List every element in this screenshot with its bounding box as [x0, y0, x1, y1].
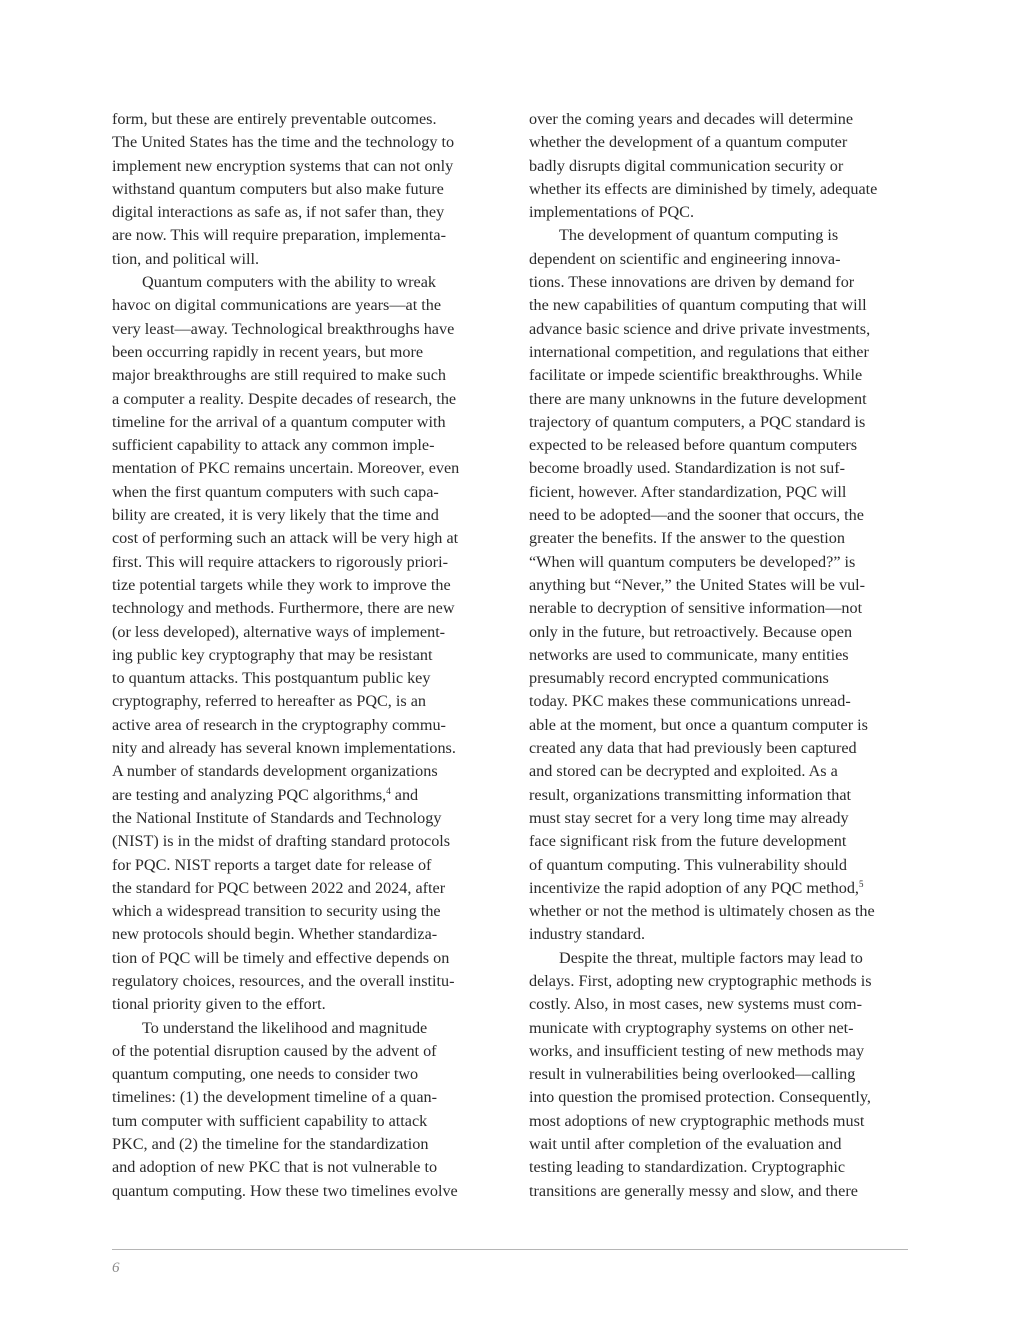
- line-text: industry standard.: [529, 925, 645, 944]
- text-line: [112, 341, 492, 364]
- text-line: [529, 504, 911, 527]
- left-column: [112, 108, 492, 1203]
- line-text: created any data that had previously been captured: [529, 739, 857, 758]
- text-line: [529, 993, 911, 1016]
- text-line: [529, 551, 911, 574]
- text-line: [112, 1017, 492, 1040]
- line-text: cryptography, referred to hereafter as PQC, is an: [112, 692, 427, 711]
- line-text: Despite the threat, multiple factors may lead to: [559, 948, 863, 967]
- line-text: tum computer with sufficient capability to attack: [112, 1111, 428, 1130]
- line-text: become broadly used. Standardization is not suf-: [529, 459, 846, 478]
- text-line: [529, 597, 911, 620]
- text-line: [112, 155, 492, 178]
- line-text: the standard for PQC between 2022 and 2024, after: [112, 878, 446, 897]
- page-number: 6: [112, 1260, 120, 1276]
- line-text: mentation of PKC remains uncertain. Moreover, even: [112, 459, 460, 478]
- text-line: [529, 1156, 911, 1179]
- line-text: havoc on digital communications are years—at the: [112, 296, 442, 315]
- line-text: which a widespread transition to security using the: [112, 902, 441, 921]
- text-line: [529, 434, 911, 457]
- text-line: [112, 224, 492, 247]
- text-line: [529, 527, 911, 550]
- text-line: [529, 411, 911, 434]
- text-line: [112, 690, 492, 713]
- line-text: A number of standards development organizations: [112, 762, 438, 781]
- line-text: timeline for the arrival of a quantum computer with: [112, 412, 446, 431]
- line-text: anything but “Never,” the United States will be vul-: [529, 575, 866, 594]
- line-text: expected to be released before quantum computers: [529, 436, 858, 455]
- line-text: of the potential disruption caused by the advent of: [112, 1041, 437, 1060]
- text-line: [529, 131, 911, 154]
- text-line: [529, 923, 911, 946]
- text-line: [529, 364, 911, 387]
- line-text: presumably record encrypted communications: [529, 669, 829, 688]
- line-text: The United States has the time and the technology to: [112, 133, 455, 152]
- line-text: municate with cryptography systems on other net-: [529, 1018, 854, 1037]
- line-text: whether or not the method is ultimately chosen as the: [529, 902, 875, 921]
- text-line: [112, 621, 492, 644]
- footer-rule: [112, 1249, 908, 1250]
- text-line: [112, 644, 492, 667]
- line-text: very least—away. Technological breakthroughs have: [112, 319, 455, 338]
- text-line: [529, 1110, 911, 1133]
- line-text: major breakthroughs are still required to make such: [112, 366, 446, 385]
- line-text: the National Institute of Standards and Technology: [112, 808, 442, 827]
- text-line: [112, 364, 492, 387]
- text-line: [112, 993, 492, 1016]
- line-text: withstand quantum computers but also make future: [112, 179, 444, 198]
- line-text: incentivize the rapid adoption of any PQC method,: [529, 878, 859, 897]
- line-text: advance basic science and drive private investments,: [529, 319, 871, 338]
- text-line: [112, 1156, 492, 1179]
- text-line: [529, 271, 911, 294]
- text-line: [112, 714, 492, 737]
- line-text: need to be adopted—and the sooner that occurs, the: [529, 506, 864, 525]
- line-text: whether the development of a quantum computer: [529, 133, 848, 152]
- text-line: [529, 224, 911, 247]
- text-line: [529, 1180, 911, 1203]
- text-line: [112, 551, 492, 574]
- line-text: delays. First, adopting new cryptographic methods is: [529, 971, 872, 990]
- text-line: [112, 900, 492, 923]
- line-text: result, organizations transmitting information that: [529, 785, 852, 804]
- text-line: [529, 760, 911, 783]
- line-text: the new capabilities of quantum computing that will: [529, 296, 867, 315]
- line-text: works, and insufficient testing of new methods may: [529, 1041, 865, 1060]
- text-line: [529, 667, 911, 690]
- line-text: costly. Also, in most cases, new systems must com-: [529, 995, 863, 1014]
- text-line: [112, 411, 492, 434]
- line-text: tions. These innovations are driven by demand for: [529, 273, 855, 292]
- line-text: ficient, however. After standardization, PQC will: [529, 482, 847, 501]
- text-line: [112, 923, 492, 946]
- text-line: [112, 737, 492, 760]
- text-line: [112, 784, 492, 807]
- line-text: facilitate or impede scientific breakthroughs. While: [529, 366, 863, 385]
- text-line: [112, 271, 492, 294]
- line-text: when the first quantum computers with such capa-: [112, 482, 439, 501]
- text-line: [112, 504, 492, 527]
- line-text: nerable to decryption of sensitive information—not: [529, 599, 863, 618]
- line-text: transitions are generally messy and slow, and there: [529, 1181, 858, 1200]
- text-line: [112, 481, 492, 504]
- line-text: face significant risk from the future development: [529, 832, 847, 851]
- text-line: [529, 1017, 911, 1040]
- text-line: [529, 830, 911, 853]
- text-line: [529, 457, 911, 480]
- text-line: [529, 388, 911, 411]
- line-text: trajectory of quantum computers, a PQC standard is: [529, 412, 866, 431]
- line-text: regulatory choices, resources, and the overall institu-: [112, 971, 455, 990]
- line-text: Quantum computers with the ability to wreak: [142, 273, 437, 292]
- text-line: [529, 1086, 911, 1109]
- footnote-reference[interactable]: 5: [858, 878, 864, 889]
- text-line: [529, 690, 911, 713]
- text-line: [529, 784, 911, 807]
- text-line: [529, 481, 911, 504]
- line-text: over the coming years and decades will determine: [529, 110, 854, 128]
- line-text: and stored can be decrypted and exploited. As a: [529, 762, 838, 781]
- text-line: [529, 714, 911, 737]
- line-text-tail: and: [390, 785, 419, 804]
- text-line: [112, 807, 492, 830]
- text-line: [529, 877, 911, 900]
- text-line: [112, 527, 492, 550]
- line-text: for PQC. NIST reports a target date for release of: [112, 855, 432, 874]
- text-line: [529, 900, 911, 923]
- text-line: [529, 341, 911, 364]
- text-line: [529, 318, 911, 341]
- footnote-reference[interactable]: 4: [386, 785, 391, 796]
- line-text: quantum computing, one needs to consider two: [112, 1065, 419, 1084]
- text-line: [529, 621, 911, 644]
- text-line: [112, 1086, 492, 1109]
- text-line: [112, 318, 492, 341]
- line-text: cost of performing such an attack will be very high at: [112, 529, 459, 548]
- line-text: testing leading to standardization. Cryptographic: [529, 1158, 846, 1177]
- line-text: timelines: (1) the development timeline of a quan-: [112, 1088, 437, 1107]
- line-text: (NIST) is in the midst of drafting standard protocols: [112, 832, 451, 851]
- text-line: [529, 644, 911, 667]
- line-text: today. PKC makes these communications unread-: [529, 692, 851, 711]
- line-text: tion of PQC will be timely and effective depends on: [112, 948, 450, 967]
- text-line: [112, 1180, 492, 1203]
- line-text: “When will quantum computers be developed?” is: [529, 552, 856, 571]
- text-line: [529, 108, 911, 131]
- text-line: [529, 947, 911, 970]
- line-text: sufficient capability to attack any common imple-: [112, 436, 435, 455]
- line-text: tize potential targets while they work to improve the: [112, 575, 451, 594]
- line-text: new protocols should begin. Whether standardiza-: [112, 925, 438, 944]
- text-line: [529, 970, 911, 993]
- line-text: implement new encryption systems that can not only: [112, 156, 454, 175]
- text-line: [112, 667, 492, 690]
- line-text: implementations of PQC.: [529, 203, 695, 222]
- text-line: [112, 248, 492, 271]
- text-line: [529, 201, 911, 224]
- text-line: [529, 294, 911, 317]
- line-text: international competition, and regulations that either: [529, 342, 869, 361]
- text-line: [529, 1040, 911, 1063]
- line-text: whether its effects are diminished by timely, adequate: [529, 179, 878, 198]
- line-text: are now. This will require preparation, implementa-: [112, 226, 446, 245]
- line-text: most adoptions of new cryptographic methods must: [529, 1111, 865, 1130]
- text-line: [529, 155, 911, 178]
- line-text: first. This will require attackers to rigorously priori-: [112, 552, 448, 571]
- line-text: wait until after completion of the evaluation and: [529, 1135, 842, 1154]
- text-line: [529, 854, 911, 877]
- line-text: ing public key cryptography that may be resistant: [112, 645, 433, 664]
- text-line: [529, 1133, 911, 1156]
- text-line: [112, 434, 492, 457]
- text-line: [112, 574, 492, 597]
- line-text: able at the moment, but once a quantum computer is: [529, 715, 868, 734]
- line-text: to quantum attacks. This postquantum public key: [112, 669, 431, 688]
- line-text: are testing and analyzing PQC algorithms,: [112, 785, 387, 804]
- line-text: into question the promised protection. Consequently,: [529, 1088, 871, 1107]
- line-text: active area of research in the cryptography commu-: [112, 715, 446, 734]
- line-text: form, but these are entirely preventable outcomes.: [112, 110, 437, 128]
- text-line: [112, 178, 492, 201]
- text-line: [112, 970, 492, 993]
- text-line: [529, 178, 911, 201]
- line-text: greater the benefits. If the answer to the question: [529, 529, 845, 548]
- line-text: and adoption of new PKC that is not vulnerable to: [112, 1158, 438, 1177]
- line-text: quantum computing. How these two timelines evolve: [112, 1181, 458, 1200]
- line-text: only in the future, but retroactively. Because open: [529, 622, 853, 641]
- text-line: [112, 947, 492, 970]
- text-line: [529, 248, 911, 271]
- line-text: networks are used to communicate, many entities: [529, 645, 849, 664]
- text-line: [529, 737, 911, 760]
- line-text: badly disrupts digital communication security or: [529, 156, 844, 175]
- text-line: [112, 877, 492, 900]
- text-line: [112, 1040, 492, 1063]
- text-line: [112, 1063, 492, 1086]
- line-text: been occurring rapidly in recent years, but more: [112, 342, 424, 361]
- text-line: [112, 108, 492, 131]
- text-line: [529, 807, 911, 830]
- line-text: To understand the likelihood and magnitude: [142, 1018, 428, 1037]
- text-line: [529, 574, 911, 597]
- line-text: of quantum computing. This vulnerability should: [529, 855, 848, 874]
- line-text: (or less developed), alternative ways of implement-: [112, 622, 446, 641]
- text-line: [112, 388, 492, 411]
- line-text: there are many unknowns in the future development: [529, 389, 867, 408]
- text-line: [112, 201, 492, 224]
- line-text: dependent on scientific and engineering innova-: [529, 249, 841, 268]
- line-text: result in vulnerabilities being overlooked—calling: [529, 1065, 856, 1084]
- line-text: technology and methods. Furthermore, there are new: [112, 599, 455, 618]
- text-line: [112, 1110, 492, 1133]
- line-text: tional priority given to the effort.: [112, 995, 326, 1014]
- text-line: [112, 854, 492, 877]
- line-text: digital interactions as safe as, if not safer than, they: [112, 203, 445, 222]
- line-text: PKC, and (2) the timeline for the standardization: [112, 1135, 429, 1154]
- text-line: [112, 457, 492, 480]
- text-line: [112, 131, 492, 154]
- right-column: [529, 108, 911, 1203]
- text-line: [112, 294, 492, 317]
- line-text: bility are created, it is very likely that the time and: [112, 506, 439, 525]
- line-text: a computer a reality. Despite decades of research, the: [112, 389, 457, 408]
- text-line: [112, 830, 492, 853]
- text-line: [529, 1063, 911, 1086]
- line-text: tion, and political will.: [112, 249, 260, 268]
- text-line: [112, 1133, 492, 1156]
- text-line: [112, 760, 492, 783]
- line-text: must stay secret for a very long time may already: [529, 808, 849, 827]
- text-line: [112, 597, 492, 620]
- line-text: The development of quantum computing is: [559, 226, 839, 245]
- line-text: nity and already has several known implementations.: [112, 739, 456, 758]
